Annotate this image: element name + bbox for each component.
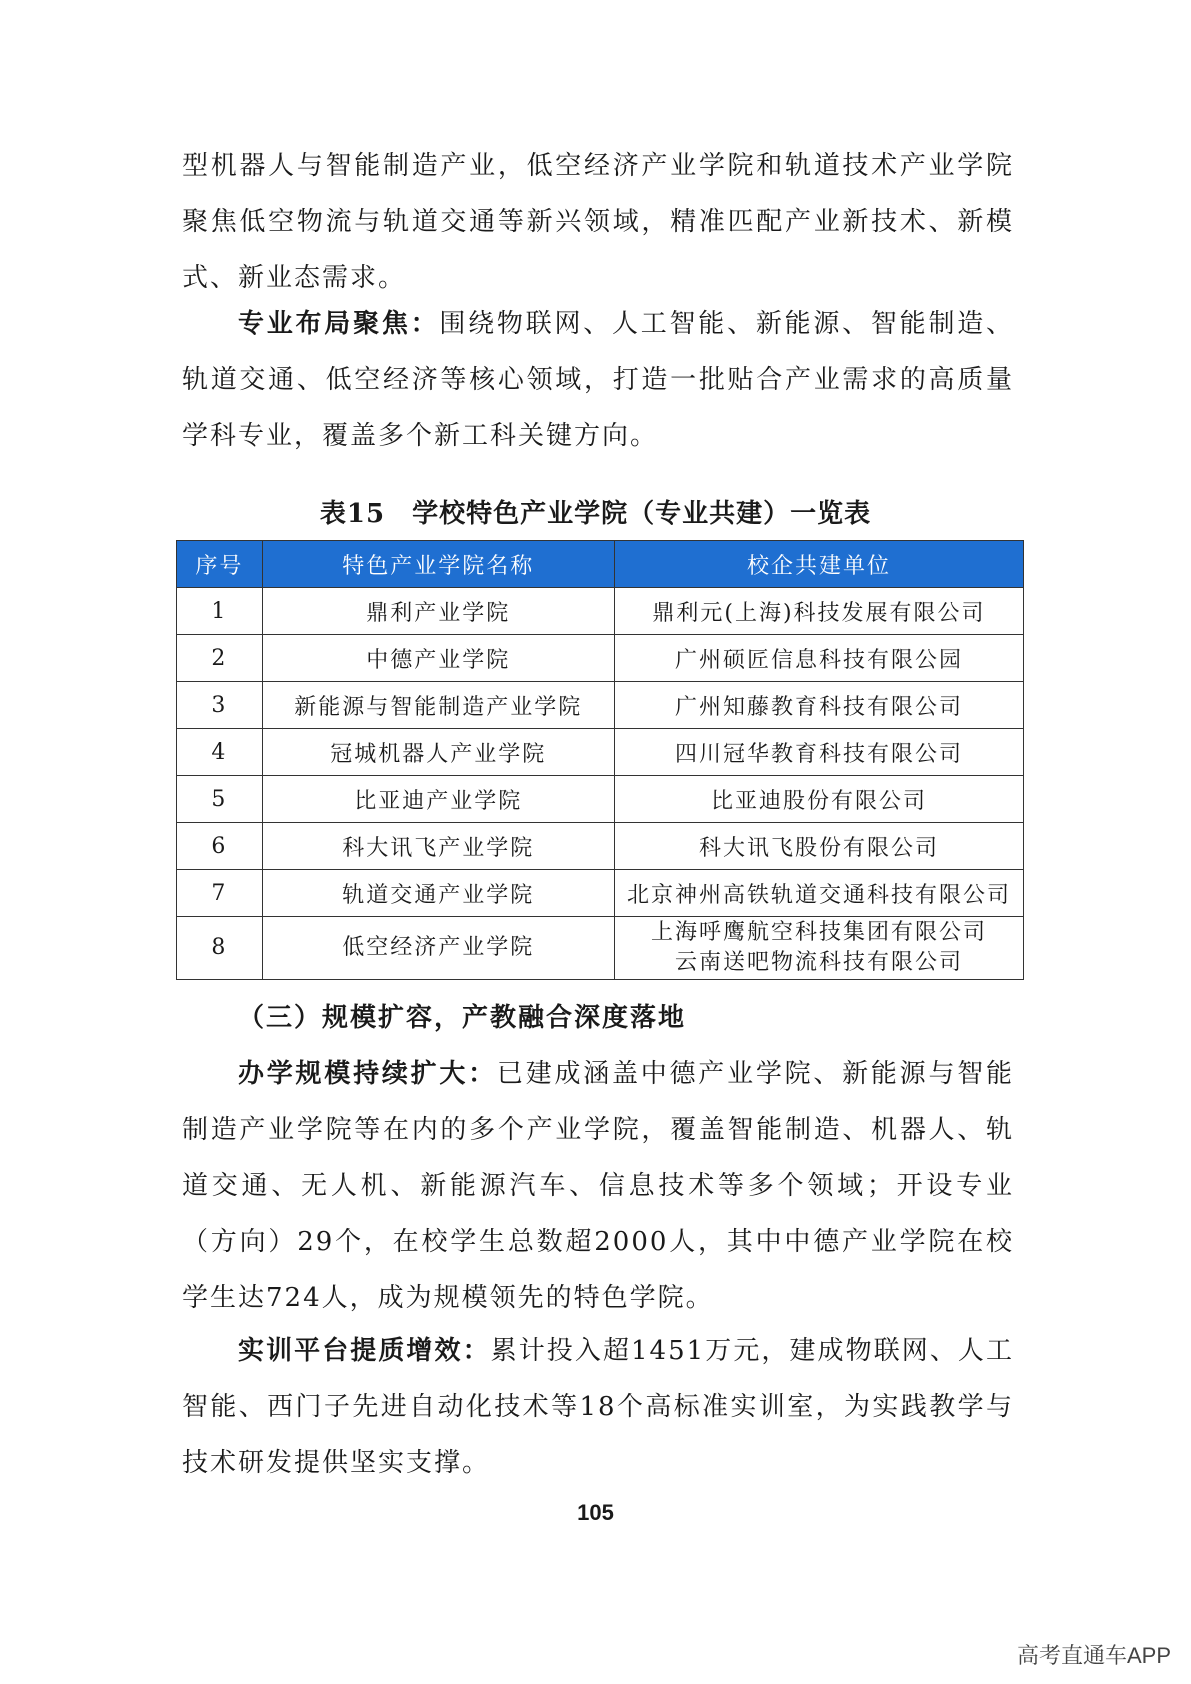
table-header-college-name: 特色产业学院名称 [262,541,614,588]
row-partner: 上海呼鹰航空科技集团有限公司 [650,920,987,945]
paragraph-major-layout-text: 围绕物联网、人工智能、新能源、智能制造、轨道交通、低空经济等核心领域，打造一批贴合产业需求的高质量学科专业，覆盖多个新工科关键方向。 [182,309,1014,451]
paragraph-training [182,1323,1014,1491]
row-partner: 云南送吧物流科技有限公司 [674,950,963,975]
row-partner: 广州硕匠信息科技有限公园 [614,635,1023,682]
table-row [177,870,1024,917]
table-row [177,729,1024,776]
row-index: 6 [177,823,263,870]
row-partner: 比亚迪股份有限公司 [614,776,1023,823]
row-index: 4 [177,729,263,776]
row-college-name: 鼎利产业学院 [262,588,614,635]
row-index: 8 [177,917,263,980]
table-row [177,776,1024,823]
table-row [177,823,1024,870]
table-header-row [177,541,1024,588]
paragraph-major-layout-heading: 专业布局聚焦： [238,309,440,339]
row-partner: 广州知藤教育科技有限公司 [614,682,1023,729]
row-partner-group [614,917,1023,980]
row-college-name: 科大讯飞产业学院 [262,823,614,870]
industry-college-table [176,540,1024,980]
row-college-name: 冠城机器人产业学院 [262,729,614,776]
table-header-index: 序号 [177,541,263,588]
page-number: 105 [577,1500,614,1525]
row-college-name: 比亚迪产业学院 [262,776,614,823]
paragraph-training-heading: 实训平台提质增效： [238,1336,491,1366]
row-college-name: 低空经济产业学院 [262,917,614,980]
watermark: 高考直通车APP [1016,1643,1171,1668]
paragraph-scale-text: 已建成涵盖中德产业学院、新能源与智能制造产业学院等在内的多个产业学院，覆盖智能制造、机器人、轨道交通、无人机、新能源汽车、信息技术等多个领域；开设专业（方向）29个，在校学生总数超2000人，其中中德产业学院在校学生达724人，成为规模领先的特色学院。 [182,1059,1014,1313]
table-caption: 表15 学校特色产业学院（专业共建）一览表 [319,499,872,529]
row-college-name: 轨道交通产业学院 [262,870,614,917]
paragraph-intro-text: 型机器人与智能制造产业，低空经济产业学院和轨道技术产业学院聚焦低空物流与轨道交通等新兴领域，精准匹配产业新技术、新模式、新业态需求。 [182,151,1014,293]
paragraph-scale-heading: 办学规模持续扩大： [238,1059,497,1089]
paragraph-training-text: 累计投入超1451万元，建成物联网、人工智能、西门子先进自动化技术等18个高标准实训室，为实践教学与技术研发提供坚实支撑。 [182,1336,1014,1478]
row-index: 7 [177,870,263,917]
row-index: 3 [177,682,263,729]
row-index: 5 [177,776,263,823]
row-partner: 科大讯飞股份有限公司 [614,823,1023,870]
table-row [177,917,1024,980]
table-row [177,588,1024,635]
table-row [177,682,1024,729]
table-header-partner: 校企共建单位 [614,541,1023,588]
paragraph-intro [182,138,1014,306]
section-heading: （三）规模扩容，产教融合深度落地 [238,1003,687,1033]
paragraph-scale [182,1046,1014,1326]
row-college-name: 新能源与智能制造产业学院 [262,682,614,729]
row-partner: 鼎利元(上海)科技发展有限公司 [614,588,1023,635]
row-partner: 北京神州高铁轨道交通科技有限公司 [614,870,1023,917]
row-index: 1 [177,588,263,635]
paragraph-major-layout [182,296,1014,464]
row-index: 2 [177,635,263,682]
row-partner: 四川冠华教育科技有限公司 [614,729,1023,776]
row-college-name: 中德产业学院 [262,635,614,682]
table-row [177,635,1024,682]
